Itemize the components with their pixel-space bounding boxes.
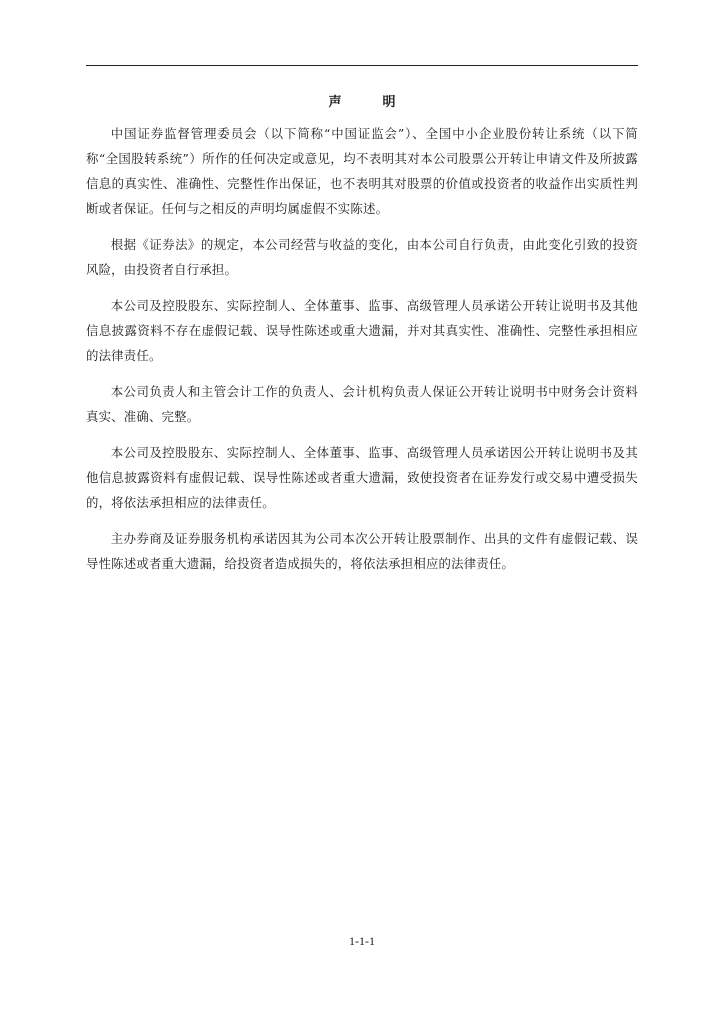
declaration-body [86,121,638,587]
page-title: 声 明 [328,95,410,110]
paragraph-csrc-disclaimer: 中国证券监督管理委员会（以下简称“中国证监会”）、全国中小企业股份转让系统（以下简称“全国股转系统”）所作的任何决定或意见，均不表明其对本公司股票公开转让申请文件及所披露信息的真实性、准确性、完整性作出保证，也不表明其对股票的价值或投资者的收益作出实质性判断或者保证。任何与之相反的声明均属虚假不实陈述。 [86,126,638,216]
paragraph-accounting-guarantee: 本公司负责人和主管会计工作的负责人、会计机构负责人保证公开转让说明书中财务会计资料真实、准确、完整。 [86,384,638,424]
paragraph-securities-law: 根据《证券法》的规定，本公司经营与收益的变化，由本公司自行负责，由此变化引致的投资风险，由投资者自行承担。 [86,237,638,277]
page-number: 1-1-1 [349,934,375,948]
paragraph-management-commitment: 本公司及控股股东、实际控制人、全体董事、监事、高级管理人员承诺公开转让说明书及其他信息披露资料不存在虚假记载、误导性陈述或重大遗漏，并对其真实性、准确性、完整性承担相应的法律责任。 [86,298,638,363]
paragraph-liability-commitment: 本公司及控股股东、实际控制人、全体董事、监事、高级管理人员承诺因公开转让说明书及其他信息披露资料有虚假记载、误导性陈述或者重大遗漏，致使投资者在证券发行或交易中遭受损失的，将依法承担相应的法律责任。 [86,445,638,510]
paragraph-broker-commitment: 主办券商及证券服务机构承诺因其为公司本次公开转让股票制作、出具的文件有虚假记载、误导性陈述或者重大遗漏，给投资者造成损失的，将依法承担相应的法律责任。 [86,531,638,571]
header-rule [86,65,638,66]
